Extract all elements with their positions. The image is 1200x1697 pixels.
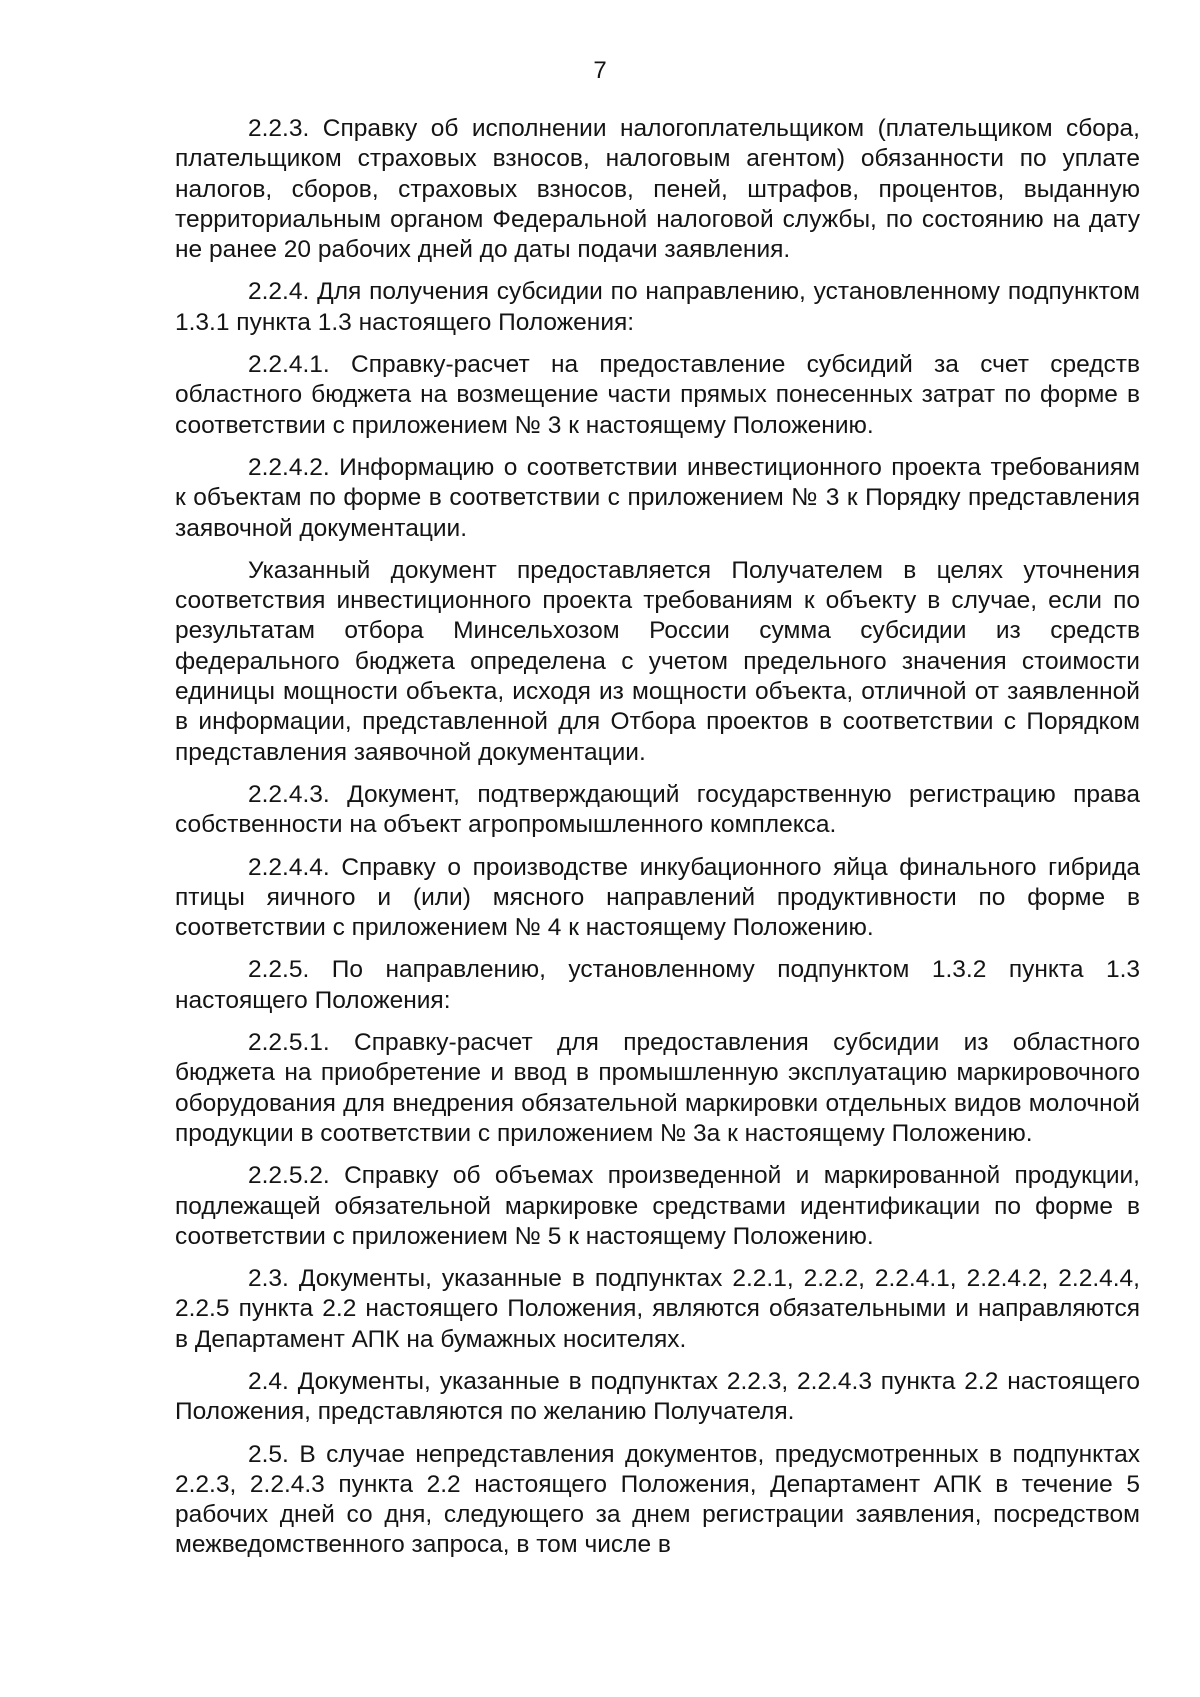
paragraph-2-2-5-2: 2.2.5.2. Справку об объемах произведенной и маркированной продукции, подлежащей обязательной маркировке средствами идентификации по форме в соответствии с приложением № 5 к настоящему Положению. — [175, 1162, 1140, 1250]
page-number: 7 — [593, 57, 607, 84]
paragraph-2-2-4-3: 2.2.4.3. Документ, подтверждающий государственную регистрацию права собственности на объект агропромышленного комплекса. — [175, 780, 1140, 839]
paragraph-2-2-4-2: 2.2.4.2. Информацию о соответствии инвестиционного проекта требованиям к объектам по форме в соответствии с приложением № 3 к Порядку представления заявочной документации. — [175, 453, 1140, 542]
paragraph-2-4: 2.4. Документы, указанные в подпунктах 2.2.3, 2.2.4.3 пункта 2.2 настоящего Положения, представляются по желанию Получателя. — [175, 1367, 1140, 1426]
paragraph-2-3: 2.3. Документы, указанные в подпунктах 2.2.1, 2.2.2, 2.2.4.1, 2.2.4.2, 2.2.4.4, 2.2.5 пункта 2.2 настоящего Положения, являются обязательными и направляются в Департамент АПК на бумажных носителях. — [175, 1265, 1140, 1353]
paragraph-2-2-5: 2.2.5. По направлению, установленному подпунктом 1.3.2 пункта 1.3 настоящего Положения: — [175, 956, 1140, 1014]
paragraph-2-2-4: 2.2.4. Для получения субсидии по направлению, установленному подпунктом 1.3.1 пункта 1.3 настоящего Положения: — [175, 278, 1140, 336]
paragraph-note: Указанный документ предоставляется Получателем в целях уточнения соответствия инвестиционного проекта требованиям к объекту в случае, если по результатам отбора Минсельхозом России сумма субсидии из средств федерального бюджета определена с учетом предельного значения стоимости единицы мощности объекта, исходя из мощности объекта, отличной от заявленной в информации, представленной для Отбора проектов в соответствии с Порядком представления заявочной документации. — [175, 556, 1140, 766]
paragraph-2-2-3: 2.2.3. Справку об исполнении налогоплательщиком (плательщиком сбора, плательщиком страховых взносов, налоговым агентом) обязанности по уплате налогов, сборов, страховых взносов, пеней, штрафов, процентов, выданную территориальным органом Федеральной налоговой службы, по состоянию на дату не ранее 20 рабочих дней до даты подачи заявления. — [175, 115, 1140, 264]
paragraph-2-2-5-1: 2.2.5.1. Справку-расчет для предоставления субсидии из областного бюджета на приобретение и ввод в промышленную эксплуатацию маркировочного оборудования для внедрения обязательной маркировки отдельных видов молочной продукции в соответствии с приложением № 3а к настоящему Положению. — [175, 1029, 1140, 1147]
document-body — [175, 114, 1140, 1573]
paragraph-2-2-4-1: 2.2.4.1. Справку-расчет на предоставление субсидий за счет средств областного бюджета на возмещение части прямых понесенных затрат по форме в соответствии с приложением № 3 к настоящему Положению. — [175, 351, 1140, 439]
paragraph-2-2-4-4: 2.2.4.4. Справку о производстве инкубационного яйца финального гибрида птицы яичного и (или) мясного направлений продуктивности по форме в соответствии с приложением № 4 к настоящему Положению. — [175, 853, 1140, 942]
paragraph-2-5: 2.5. В случае непредставления документов, предусмотренных в подпунктах 2.2.3, 2.2.4.3 пункта 2.2 настоящего Положения, Департамент АПК в течение 5 рабочих дней со дня, следующего за днем регистрации заявления, посредством межведомственного запроса, в том числе в — [175, 1440, 1140, 1559]
